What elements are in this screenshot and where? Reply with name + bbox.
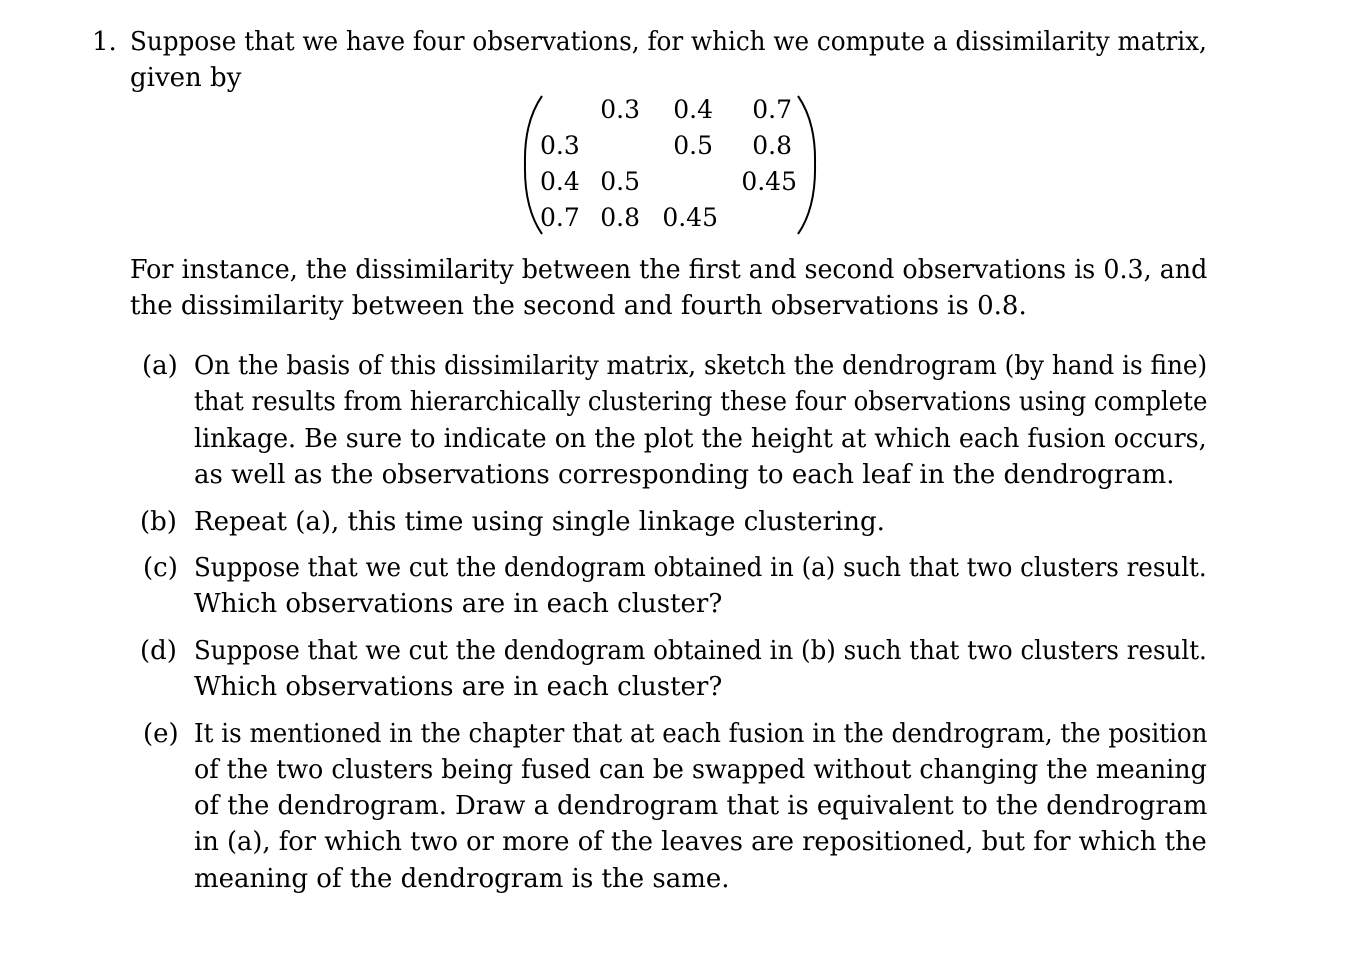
- part-e-line-3: of the dendrogram. Draw a dendrogram that is equivalent to the dendrogram: [194, 791, 1208, 821]
- right-parenthesis: [798, 96, 815, 234]
- matrix-cell: 0.5: [673, 131, 713, 160]
- matrix-cell: 0.45: [741, 167, 797, 196]
- matrix-cell: 0.8: [752, 131, 792, 160]
- part-a-line-1: On the basis of this dissimilarity matrix, sketch the dendrogram (by hand is fine): [194, 351, 1208, 381]
- part-d-label: (d): [140, 636, 177, 666]
- part-a-line-2: that results from hierarchically clustering these four observations using complete: [194, 387, 1208, 417]
- matrix-cell: 0.3: [540, 131, 580, 160]
- part-b-line-1: Repeat (a), this time using single linkage clustering.: [194, 507, 885, 537]
- question-number: 1.: [92, 27, 117, 57]
- part-e-label: (e): [143, 719, 179, 749]
- matrix-cell: 0.5: [600, 167, 640, 196]
- matrix-cell: 0.7: [540, 203, 580, 232]
- example-line-1: For instance, the dissimilarity between the first and second observations is 0.3, and: [130, 255, 1208, 285]
- part-a-label: (a): [142, 351, 178, 381]
- part-c-line-2: Which observations are in each cluster?: [194, 589, 723, 619]
- dissimilarity-matrix: [522, 92, 832, 242]
- question-intro-line-2: given by: [130, 63, 242, 93]
- matrix-cell: 0.8: [600, 203, 640, 232]
- part-e-line-4: in (a), for which two or more of the leaves are repositioned, but for which the: [194, 827, 1207, 857]
- part-c-line-1: Suppose that we cut the dendogram obtained in (a) such that two clusters result.: [194, 553, 1207, 583]
- part-c-label: (c): [143, 553, 178, 583]
- matrix-cell: 0.7: [752, 95, 792, 124]
- part-e-line-2: of the two clusters being fused can be swapped without changing the meaning: [194, 755, 1207, 785]
- part-b-label: (b): [140, 507, 177, 537]
- part-a-line-3: linkage. Be sure to indicate on the plot the height at which each fusion occurs,: [194, 424, 1207, 454]
- part-d-line-1: Suppose that we cut the dendogram obtained in (b) such that two clusters result.: [194, 636, 1207, 666]
- question-intro-line-1: Suppose that we have four observations, for which we compute a dissimilarity matrix,: [130, 27, 1207, 57]
- matrix-cell: 0.45: [662, 203, 718, 232]
- part-a-line-4: as well as the observations corresponding to each leaf in the dendrogram.: [194, 460, 1175, 490]
- part-e-line-5: meaning of the dendrogram is the same.: [194, 864, 730, 894]
- matrix-cell: 0.4: [540, 167, 580, 196]
- matrix-cell: 0.4: [673, 95, 713, 124]
- part-e-line-1: It is mentioned in the chapter that at each fusion in the dendrogram, the position: [194, 719, 1208, 749]
- matrix-cell: 0.3: [600, 95, 640, 124]
- part-d-line-2: Which observations are in each cluster?: [194, 672, 723, 702]
- example-line-2: the dissimilarity between the second and fourth observations is 0.8.: [130, 291, 1027, 321]
